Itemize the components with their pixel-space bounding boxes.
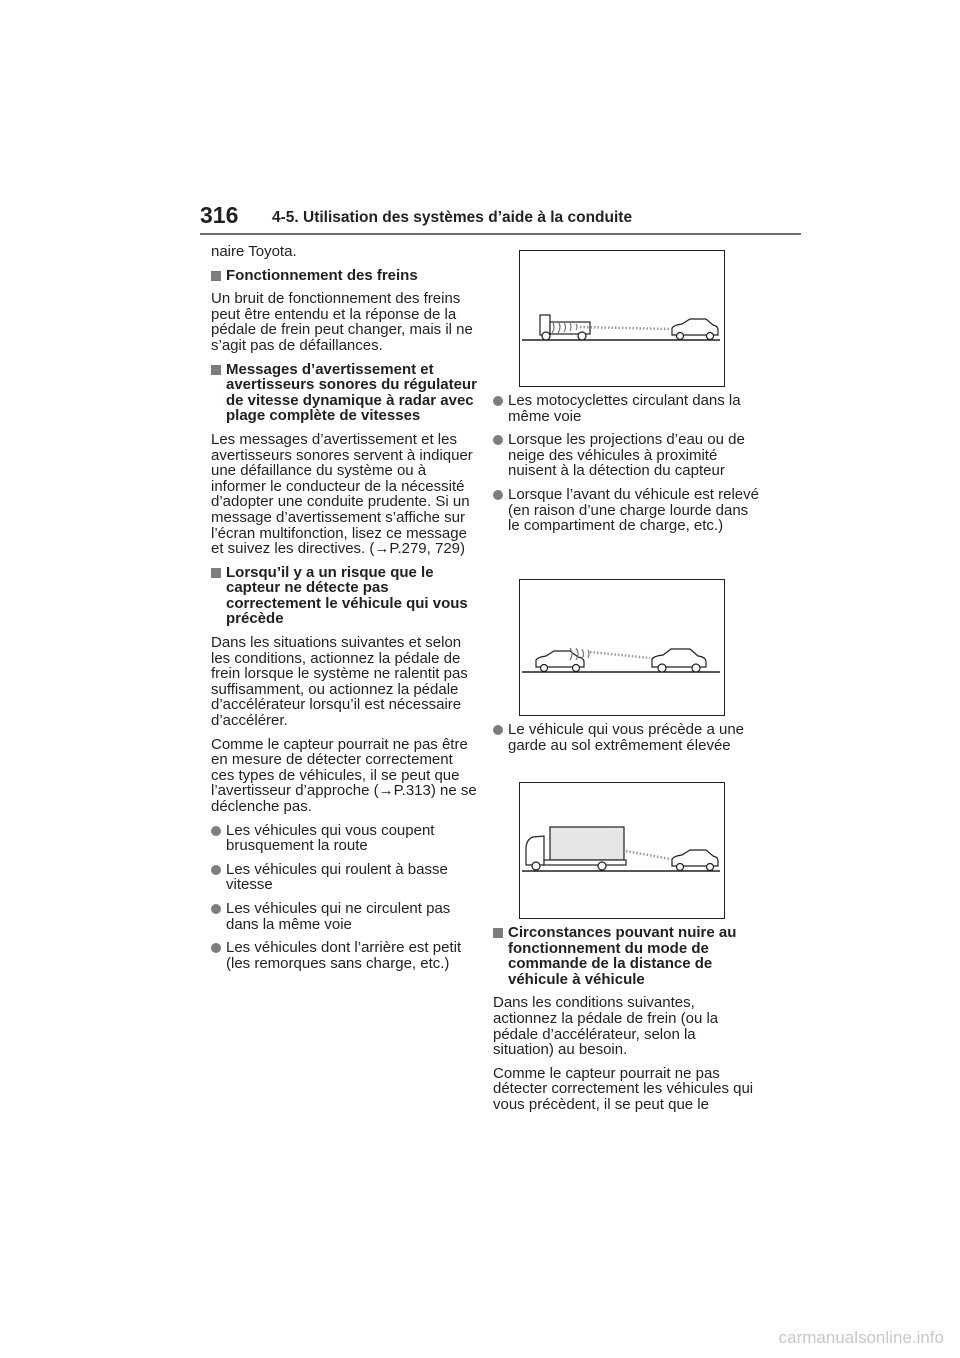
paragraph-capteur: Comme le capteur pourrait ne pas être en mesure de détecter correctement ces types de véhicules, il se peut que l’avertisseur d’approche (→P.313) ne se déclenche pas. [211, 735, 477, 815]
list-item [493, 722, 759, 753]
list-item [493, 487, 759, 534]
heading-distance-mode [493, 925, 759, 987]
right-column-bottom [493, 925, 759, 1121]
paragraph-situations: Dans les situations suivantes et selon les conditions, actionnez la pédale de frein lorsque le système ne ralentit pas suffisamment, ou actionnez la pédale d’accélérateur lorsqu’il est nécessaire d’accélérer. [211, 634, 468, 730]
square-bullet-icon [493, 928, 503, 938]
square-bullet-icon [211, 365, 221, 375]
paragraph-conditions: Dans les conditions suivantes, actionnez la pédale de frein (ou la pédale d’accélérateur, selon la situation) au besoin. [493, 994, 719, 1059]
paragraph-brakes: Un bruit de fonctionnement des freins peut être entendu et la réponse de la pédale de frein peut changer, mais il ne s’agit pas de défaillances. [211, 290, 473, 354]
list-item-text: Les véhicules dont l’arrière est petit (les remorques sans charge, etc.) [226, 939, 462, 972]
paragraph-warnings: Les messages d’avertissement et les avertisseurs sonores servent à indiquer une défaillance du système ou à informer le conducteur de la nécessité d’adopter une conduite prudente. Si un message d’avertissement s’affiche sur l’écran multifonction, lisez ce message et suivez les directives. (→P.279, 729) [211, 430, 473, 558]
list-item [211, 823, 477, 854]
round-bullet-icon [493, 725, 503, 735]
square-bullet-icon [211, 568, 221, 578]
heading-text: Messages d’avertissement et avertisseurs sonores du régulateur de vitesse dynamique à radar avec plage complète de vitesses [226, 360, 477, 425]
round-bullet-icon [211, 826, 221, 836]
list-item-text: Lorsque l’avant du véhicule est relevé (en raison d’une charge lourde dans le compartiment de charge, etc.) [508, 485, 759, 535]
list-item-text: Les véhicules qui roulent à basse vitesse [226, 860, 448, 894]
heading-warnings [211, 362, 477, 424]
square-bullet-icon [211, 271, 221, 281]
page-number: 316 [200, 202, 239, 228]
list-item-text: Le véhicule qui vous précède a une garde au sol extrêmement élevée [508, 721, 745, 754]
round-bullet-icon [211, 865, 221, 875]
round-bullet-icon [211, 904, 221, 914]
figure-two-cars [519, 579, 725, 716]
figure-high-clearance [519, 782, 725, 919]
round-bullet-icon [493, 435, 503, 445]
right-column-mid [493, 722, 759, 761]
left-column [211, 244, 477, 979]
heading-text: Circonstances pouvant nuire au fonctionnement du mode de commande de la distance de véhicule à véhicule [508, 924, 737, 988]
figure-truck-sensor [519, 250, 725, 387]
section-title: 4-5. Utilisation des systèmes d’aide à la conduite [272, 209, 633, 226]
list-item [211, 901, 477, 932]
list-item-text: Les véhicules qui vous coupent brusquement la route [226, 821, 435, 855]
header-rule [200, 233, 801, 235]
round-bullet-icon [211, 943, 221, 953]
list-item [211, 940, 477, 971]
heading-brakes [211, 268, 477, 284]
watermark: carmanualsonline.info [778, 1328, 944, 1347]
list-item-text: Les véhicules qui ne circulent pas dans la même voie [226, 899, 451, 933]
round-bullet-icon [493, 490, 503, 500]
heading-text: Lorsqu’il y a un risque que le capteur ne détecte pas correctement le véhicule qui vous précède [226, 563, 468, 628]
list-item-text: Lorsque les projections d’eau ou de neige des véhicules à proximité nuisent à la détection du capteur [508, 431, 745, 480]
heading-detection-risk [211, 565, 477, 627]
list-item [493, 432, 759, 479]
heading-text: Fonctionnement des freins [226, 266, 418, 284]
round-bullet-icon [493, 396, 503, 406]
right-column-top [493, 393, 759, 542]
list-item-text: Les motocyclettes circulant dans la même voie [508, 392, 741, 425]
list-item [211, 862, 477, 893]
intro-text: naire Toyota. [211, 243, 297, 260]
paragraph-capteur-right: Comme le capteur pourrait ne pas détecter correctement les véhicules qui vous précèdent, il se peut que le [493, 1064, 754, 1113]
list-item [493, 393, 759, 424]
